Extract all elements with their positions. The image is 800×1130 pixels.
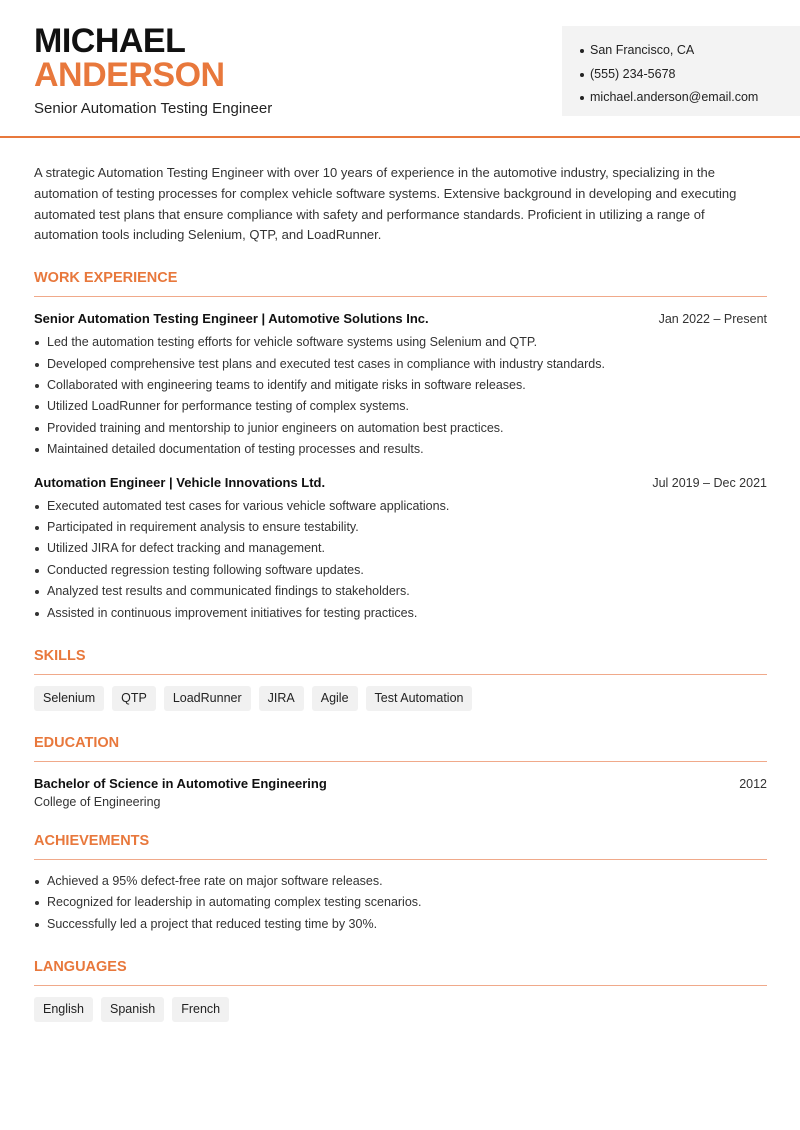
list-item: Utilized JIRA for defect tracking and management. xyxy=(34,538,767,559)
skills-chips xyxy=(34,686,767,711)
language-chips xyxy=(34,997,767,1022)
section-title: EDUCATION xyxy=(34,733,767,762)
contact-phone: (555) 234-5678 xyxy=(580,63,758,87)
list-item: Developed comprehensive test plans and executed test cases in compliance with industry standards. xyxy=(34,354,767,375)
skill-chip: QTP xyxy=(112,686,156,711)
resume-body xyxy=(34,163,767,1022)
list-item: Participated in requirement analysis to ensure testability. xyxy=(34,517,767,538)
first-name: MICHAEL xyxy=(34,22,186,60)
list-item: Recognized for leadership in automating complex testing scenarios. xyxy=(34,892,767,913)
graduation-year: 2012 xyxy=(739,777,767,792)
summary-text: A strategic Automation Testing Engineer with over 10 years of experience in the automotive industry, specializing in the automation of testing processes for complex vehicle software systems. Extensive background in developing and executing automated test plans that ensure compliance with safety and performance standards. Proficient in utilizing a range of automation tools including Selenium, QTP, and LoadRunner. xyxy=(34,165,737,243)
job-date: Jul 2019 – Dec 2021 xyxy=(652,475,767,490)
list-item: Assisted in continuous improvement initiatives for testing practices. xyxy=(34,603,767,624)
job-entry xyxy=(34,311,767,460)
section-title: SKILLS xyxy=(34,646,767,675)
degree-title: Bachelor of Science in Automotive Engineering xyxy=(34,776,327,792)
job-header xyxy=(34,475,767,490)
contact-location: San Francisco, CA xyxy=(580,39,758,63)
job-bullets xyxy=(34,496,767,624)
last-name: ANDERSON xyxy=(34,56,225,94)
list-item: Conducted regression testing following software updates. xyxy=(34,560,767,581)
job-entry xyxy=(34,475,767,624)
job-title: Automation Engineer | Vehicle Innovations Ltd. xyxy=(34,474,326,490)
language-chip: Spanish xyxy=(101,997,164,1022)
language-chip: English xyxy=(34,997,93,1022)
contact-box xyxy=(562,26,800,116)
job-header xyxy=(34,311,767,326)
skill-chip: Test Automation xyxy=(366,686,473,711)
list-item: Successfully led a project that reduced testing time by 30%. xyxy=(34,914,767,935)
list-item: Provided training and mentorship to junior engineers on automation best practices. xyxy=(34,418,767,439)
resume-header xyxy=(0,0,800,138)
list-item: Maintained detailed documentation of testing processes and results. xyxy=(34,439,767,460)
section-title: ACHIEVEMENTS xyxy=(34,831,767,860)
list-item: Utilized LoadRunner for performance testing of complex systems. xyxy=(34,396,767,417)
skill-chip: Selenium xyxy=(34,686,104,711)
list-item: Achieved a 95% defect-free rate on major software releases. xyxy=(34,871,767,892)
achievements-section xyxy=(34,831,767,935)
section-title: LANGUAGES xyxy=(34,957,767,986)
list-item: Executed automated test cases for various vehicle software applications. xyxy=(34,496,767,517)
skill-chip: Agile xyxy=(312,686,358,711)
job-date: Jan 2022 – Present xyxy=(658,312,767,327)
work-experience-section xyxy=(34,268,767,624)
languages-section xyxy=(34,957,767,1022)
education-entry xyxy=(34,776,767,809)
skill-chip: JIRA xyxy=(259,686,304,711)
job-bullets xyxy=(34,332,767,460)
candidate-name xyxy=(34,24,225,92)
education-section xyxy=(34,733,767,809)
list-item: Led the automation testing efforts for vehicle software systems using Selenium and QTP. xyxy=(34,332,767,353)
achievement-bullets xyxy=(34,871,767,935)
education-header xyxy=(34,776,767,791)
skills-section xyxy=(34,646,767,711)
school-name: College of Engineering xyxy=(34,795,161,810)
job-title: Senior Automation Testing Engineer | Automotive Solutions Inc. xyxy=(34,311,429,327)
list-item: Collaborated with engineering teams to identify and mitigate risks in software releases. xyxy=(34,375,767,396)
list-item: Analyzed test results and communicated findings to stakeholders. xyxy=(34,581,767,602)
section-title: WORK EXPERIENCE xyxy=(34,268,767,297)
contact-list xyxy=(580,39,758,110)
language-chip: French xyxy=(172,997,229,1022)
role-title: Senior Automation Testing Engineer xyxy=(34,100,273,117)
contact-email: michael.anderson@email.com xyxy=(580,86,758,110)
skill-chip: LoadRunner xyxy=(164,686,251,711)
